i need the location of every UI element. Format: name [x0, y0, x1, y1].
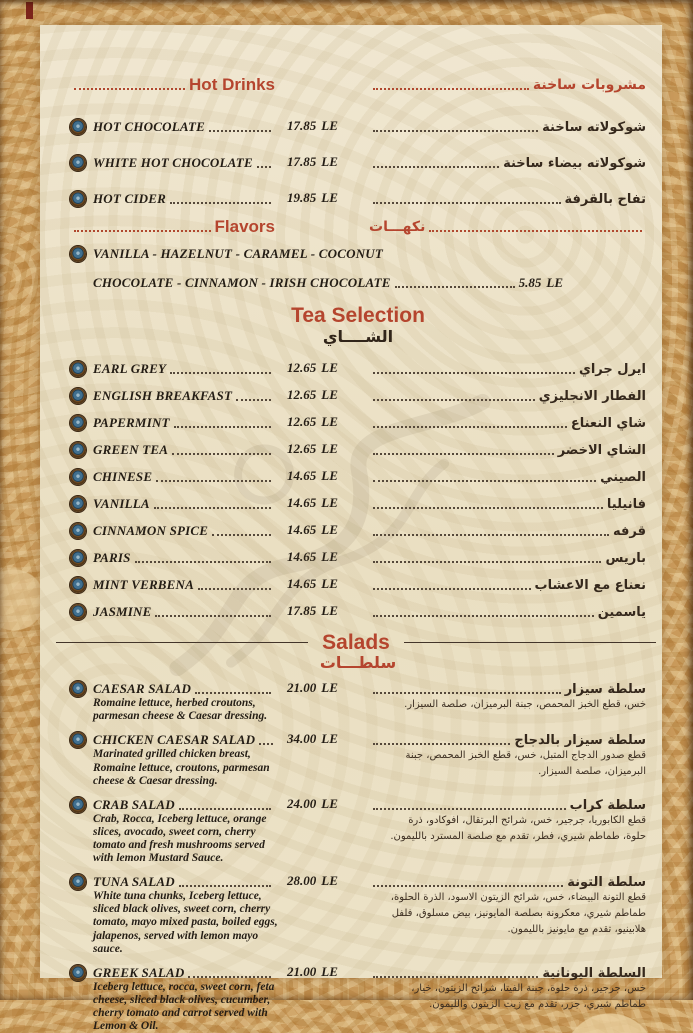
dotted-leader [179, 885, 271, 887]
menu-item-block [70, 795, 646, 865]
item-name-en: WHITE HOT CHOCOLATE [93, 155, 253, 170]
menu-panel [40, 25, 662, 1033]
item-price: 17.85 LE [287, 603, 338, 619]
item-price: 17.85 LE [287, 118, 338, 133]
section-header-tea [70, 305, 646, 346]
item-name-ar: نعناع مع الاعشاب [534, 578, 646, 594]
item-price: 34.00 LE [287, 731, 338, 747]
item-price: 21.00 LE [287, 963, 338, 979]
dotted-leader [373, 507, 603, 509]
dotted-leader [195, 692, 271, 694]
currency-label: LE [321, 795, 338, 811]
item-name-ar: ياسمين [597, 605, 646, 621]
item-description-ar: خس، قطع الخبز المحمص، جبنة البرميزان، صلصة السيزار. [404, 699, 646, 711]
menu-item-block [70, 730, 646, 787]
dotted-leader [373, 743, 510, 745]
menu-item-row [70, 135, 646, 171]
item-name-ar: باريس [605, 551, 646, 567]
section-title-salads-ar: سلطـــات [319, 653, 397, 673]
medallion-icon [70, 874, 86, 890]
item-name-ar: سلطة التونة [567, 875, 646, 891]
medallion-icon [70, 550, 86, 566]
item-description-en: Crab, Rocca, Iceberg lettuce, orange slices, avocado, sweet corn, cherry tomato and fresh mushrooms served with lemon Mustard Sauce. [93, 812, 267, 865]
item-descriptions [70, 890, 646, 956]
item-description-en: White tuna chunks, Iceberg lettuce, sliced black olives, sweet corn, cherry tomato, mayo mixed pasta, boiled eggs, jalapenos, served with lemon mayo sauce. [93, 890, 278, 955]
currency-label: LE [321, 549, 338, 565]
salads-list [70, 679, 646, 1033]
medallion-icon [70, 732, 86, 748]
item-name-en: CHICKEN CAESAR SALAD [93, 732, 256, 748]
item-price: 12.65 LE [287, 387, 338, 403]
menu-item-row [70, 350, 646, 377]
currency-label: LE [321, 522, 338, 538]
item-name-en: HOT CIDER [93, 191, 166, 206]
menu-item-row [70, 404, 646, 431]
medallion-icon [70, 523, 86, 539]
corner-mark [26, 2, 33, 19]
menu-item-row [70, 730, 646, 748]
item-price: 24.00 LE [287, 795, 338, 811]
item-name-en: GREEN TEA [93, 442, 169, 458]
currency-label: LE [321, 963, 338, 979]
flavors-line-1 [70, 243, 646, 265]
item-name-en: CINNAMON SPICE [93, 523, 209, 539]
item-name-ar: قرفه [613, 524, 646, 540]
item-name-en: VANILLA [93, 496, 150, 512]
section-header-salads [56, 632, 656, 653]
item-price: 12.65 LE [287, 441, 338, 457]
dotted-leader [188, 976, 271, 978]
dotted-leader [172, 453, 271, 455]
medallion-icon [70, 965, 86, 981]
hot-drinks-list [70, 99, 646, 207]
divider-line [56, 642, 308, 643]
item-price: 14.65 LE [287, 468, 338, 484]
section-title-flavors-ar: نكهـــات [369, 218, 426, 235]
item-price: 14.65 LE [287, 549, 338, 565]
medallion-icon [70, 577, 86, 593]
section-title-hot-drinks-ar: مشروبات ساخنة [532, 76, 646, 93]
item-name-en: PAPERMINT [93, 415, 170, 431]
dotted-leader [212, 534, 271, 536]
dotted-leader [373, 534, 609, 536]
item-price: 14.65 LE [287, 576, 338, 592]
dotted-leader [373, 88, 529, 90]
currency-label: LE [321, 441, 338, 457]
menu-item-row [70, 485, 646, 512]
item-price: 19.85 LE [287, 190, 338, 205]
currency-label: LE [321, 414, 338, 430]
item-name-ar: السلطة اليونانية [542, 965, 646, 981]
dotted-leader [155, 615, 271, 617]
dotted-leader [373, 808, 566, 810]
flavors-price: 5.85 LE [518, 275, 563, 290]
item-name-en: HOT CHOCOLATE [93, 119, 206, 134]
divider-line [404, 642, 656, 643]
flavors-line-2 [93, 267, 563, 291]
item-name-ar: ايرل جراي [578, 362, 646, 378]
dotted-leader [373, 692, 561, 694]
item-price: 12.65 LE [287, 360, 338, 376]
dotted-leader [373, 480, 596, 482]
dotted-leader [179, 808, 271, 810]
item-description-ar: خس، جرجير، ذرة حلوة، جبنة الفيتا، شرائح الزيتون، خيار، طماطم شيري، جزر، تقدم مع زيت الزيتون والليمون. [411, 982, 646, 1010]
dotted-leader [236, 399, 271, 401]
dotted-leader [373, 615, 594, 617]
item-description-en: Iceberg lettuce, rocca, sweet corn, feta cheese, sliced black olives, cucumber, cherry tomato and carrot served with Lemon & Oil. [93, 980, 275, 1033]
menu-item-row [70, 593, 646, 620]
item-name-ar: شاي النعناع [570, 416, 646, 432]
dotted-leader [373, 588, 531, 590]
currency-label: LE [321, 495, 338, 511]
flavors-text-2: CHOCOLATE - CINNAMON - IRISH CHOCOLATE [93, 275, 391, 290]
menu-item-row [70, 872, 646, 890]
currency-label: LE [321, 360, 338, 376]
dotted-leader [259, 743, 273, 745]
currency-label: LE [321, 468, 338, 484]
currency-label: LE [321, 576, 338, 592]
item-name-en: TUNA SALAD [93, 874, 175, 890]
dotted-leader [373, 372, 575, 374]
item-name-en: MINT VERBENA [93, 577, 195, 593]
dotted-leader [373, 426, 567, 428]
item-name-en: GREEK SALAD [93, 964, 185, 980]
medallion-icon [70, 246, 86, 262]
item-name-ar: الشاي الاخضر [557, 443, 646, 459]
item-name-ar: سلطة سيزار بالدجاج [514, 733, 646, 749]
dotted-leader [373, 885, 563, 887]
dotted-leader [373, 130, 538, 132]
dotted-leader [209, 130, 271, 132]
currency-label: LE [546, 275, 563, 290]
menu-item-row [70, 795, 646, 813]
medallion-icon [70, 604, 86, 620]
medallion-icon [70, 191, 86, 207]
dotted-leader [373, 561, 601, 563]
menu-item-block [70, 679, 646, 723]
item-name-ar: فانيليا [606, 497, 646, 513]
menu-item-row [70, 377, 646, 404]
medallion-icon [70, 496, 86, 512]
item-name-ar: الصيني [600, 470, 646, 486]
item-name-en: PARIS [93, 550, 131, 566]
dotted-leader [154, 507, 271, 509]
medallion-icon [70, 797, 86, 813]
item-price: 28.00 LE [287, 873, 338, 889]
item-descriptions [70, 697, 646, 723]
menu-item-block [70, 872, 646, 956]
dotted-leader [257, 166, 271, 168]
flavors-text-1: VANILLA - HAZELNUT - CARAMEL - COCONUT [93, 246, 384, 261]
menu-item-row [70, 512, 646, 539]
currency-label: LE [321, 154, 338, 169]
menu-item-row [70, 566, 646, 593]
menu-item-row [70, 431, 646, 458]
dotted-leader [429, 230, 642, 232]
item-name-ar: شوكولاته ساخنة [542, 120, 646, 135]
dotted-leader [156, 480, 271, 482]
currency-label: LE [321, 731, 338, 747]
medallion-icon [70, 415, 86, 431]
section-header-hot-drinks [70, 71, 646, 93]
item-name-ar: سلطة كراب [569, 797, 646, 813]
dotted-leader [135, 561, 271, 563]
currency-label: LE [321, 190, 338, 205]
item-price: 17.85 LE [287, 154, 338, 169]
item-price: 21.00 LE [287, 680, 338, 696]
menu-item-row [70, 963, 646, 981]
item-description-ar: قطع صدور الدجاج المتبل، خس، قطع الخبز المحمص، جبنة البرميزان، صلصة السيزار. [405, 750, 646, 778]
dotted-leader [170, 202, 271, 204]
section-title-hot-drinks-en: Hot Drinks [189, 75, 275, 94]
item-name-en: EARL GREY [93, 361, 167, 377]
menu-item-row [70, 679, 646, 697]
dotted-leader [373, 399, 535, 401]
section-title-salads-en: Salads [322, 631, 390, 655]
section-title-salads-ar-wrap [70, 653, 646, 673]
currency-label: LE [321, 118, 338, 133]
section-title-tea-en: Tea Selection [291, 304, 425, 327]
section-title-flavors-en: Flavors [214, 217, 275, 236]
item-name-ar: الفطار الانجليزي [538, 389, 646, 405]
item-name-en: JASMINE [93, 604, 152, 620]
dotted-leader [373, 976, 538, 978]
dotted-leader [198, 588, 271, 590]
currency-label: LE [321, 873, 338, 889]
item-name-ar: شوكولاته بيضاء ساخنة [503, 156, 646, 171]
item-name-ar: سلطة سيزار [564, 682, 646, 698]
dotted-leader [373, 453, 554, 455]
item-description-ar: قطع الكابوريا، جرجير، خس، شرائح البرتقال، افوكادو، ذرة حلوة، طماطم شيري، فطر، تقدم مع صلصة المسترد بالليمون. [390, 814, 646, 842]
medallion-icon [70, 361, 86, 377]
dotted-leader [170, 372, 271, 374]
menu-item-row [70, 99, 646, 135]
dotted-leader [373, 166, 499, 168]
dotted-leader [174, 426, 271, 428]
medallion-icon [70, 469, 86, 485]
currency-label: LE [321, 387, 338, 403]
item-descriptions [70, 981, 646, 1033]
item-name-en: ENGLISH BREAKFAST [93, 388, 233, 404]
menu-item-row [70, 458, 646, 485]
item-descriptions [70, 748, 646, 787]
dotted-leader [74, 88, 185, 90]
dotted-leader [395, 286, 515, 288]
medallion-icon [70, 119, 86, 135]
medallion-icon [70, 681, 86, 697]
dotted-leader [373, 202, 561, 204]
menu-item-block [70, 963, 646, 1033]
medallion-icon [70, 155, 86, 171]
item-price: 12.65 LE [287, 414, 338, 430]
tea-list [70, 350, 646, 620]
menu-item-row [70, 171, 646, 207]
item-name-en: CAESAR SALAD [93, 681, 192, 697]
item-description-ar: قطع التونة البيضاء، خس، شرائح الزيتون الاسود، الذرة الحلوة، طماطم شيري، معكرونة بصلصة المايونيز، بيض مسلوق، فلفل هلابينيو، تقدم مع مايونيز بالليمون. [390, 892, 646, 936]
item-description-en: Marinated grilled chicken breast, Romaine lettuce, croutons, parmesan cheese & Caesar dressing. [93, 748, 270, 787]
item-price: 14.65 LE [287, 495, 338, 511]
menu-item-row [70, 539, 646, 566]
medallion-icon [70, 388, 86, 404]
item-name-en: CHINESE [93, 469, 153, 485]
currency-label: LE [321, 680, 338, 696]
dotted-leader [74, 230, 211, 232]
section-header-flavors [70, 213, 646, 235]
item-description-en: Romaine lettuce, herbed croutons, parmesan cheese & Caesar dressing. [93, 697, 268, 723]
item-name-ar: تفاح بالقرفة [564, 192, 646, 207]
item-price: 14.65 LE [287, 522, 338, 538]
item-name-en: CRAB SALAD [93, 796, 175, 812]
section-title-tea-ar: الشــــاي [322, 327, 394, 347]
medallion-icon [70, 442, 86, 458]
currency-label: LE [321, 603, 338, 619]
item-descriptions [70, 813, 646, 865]
